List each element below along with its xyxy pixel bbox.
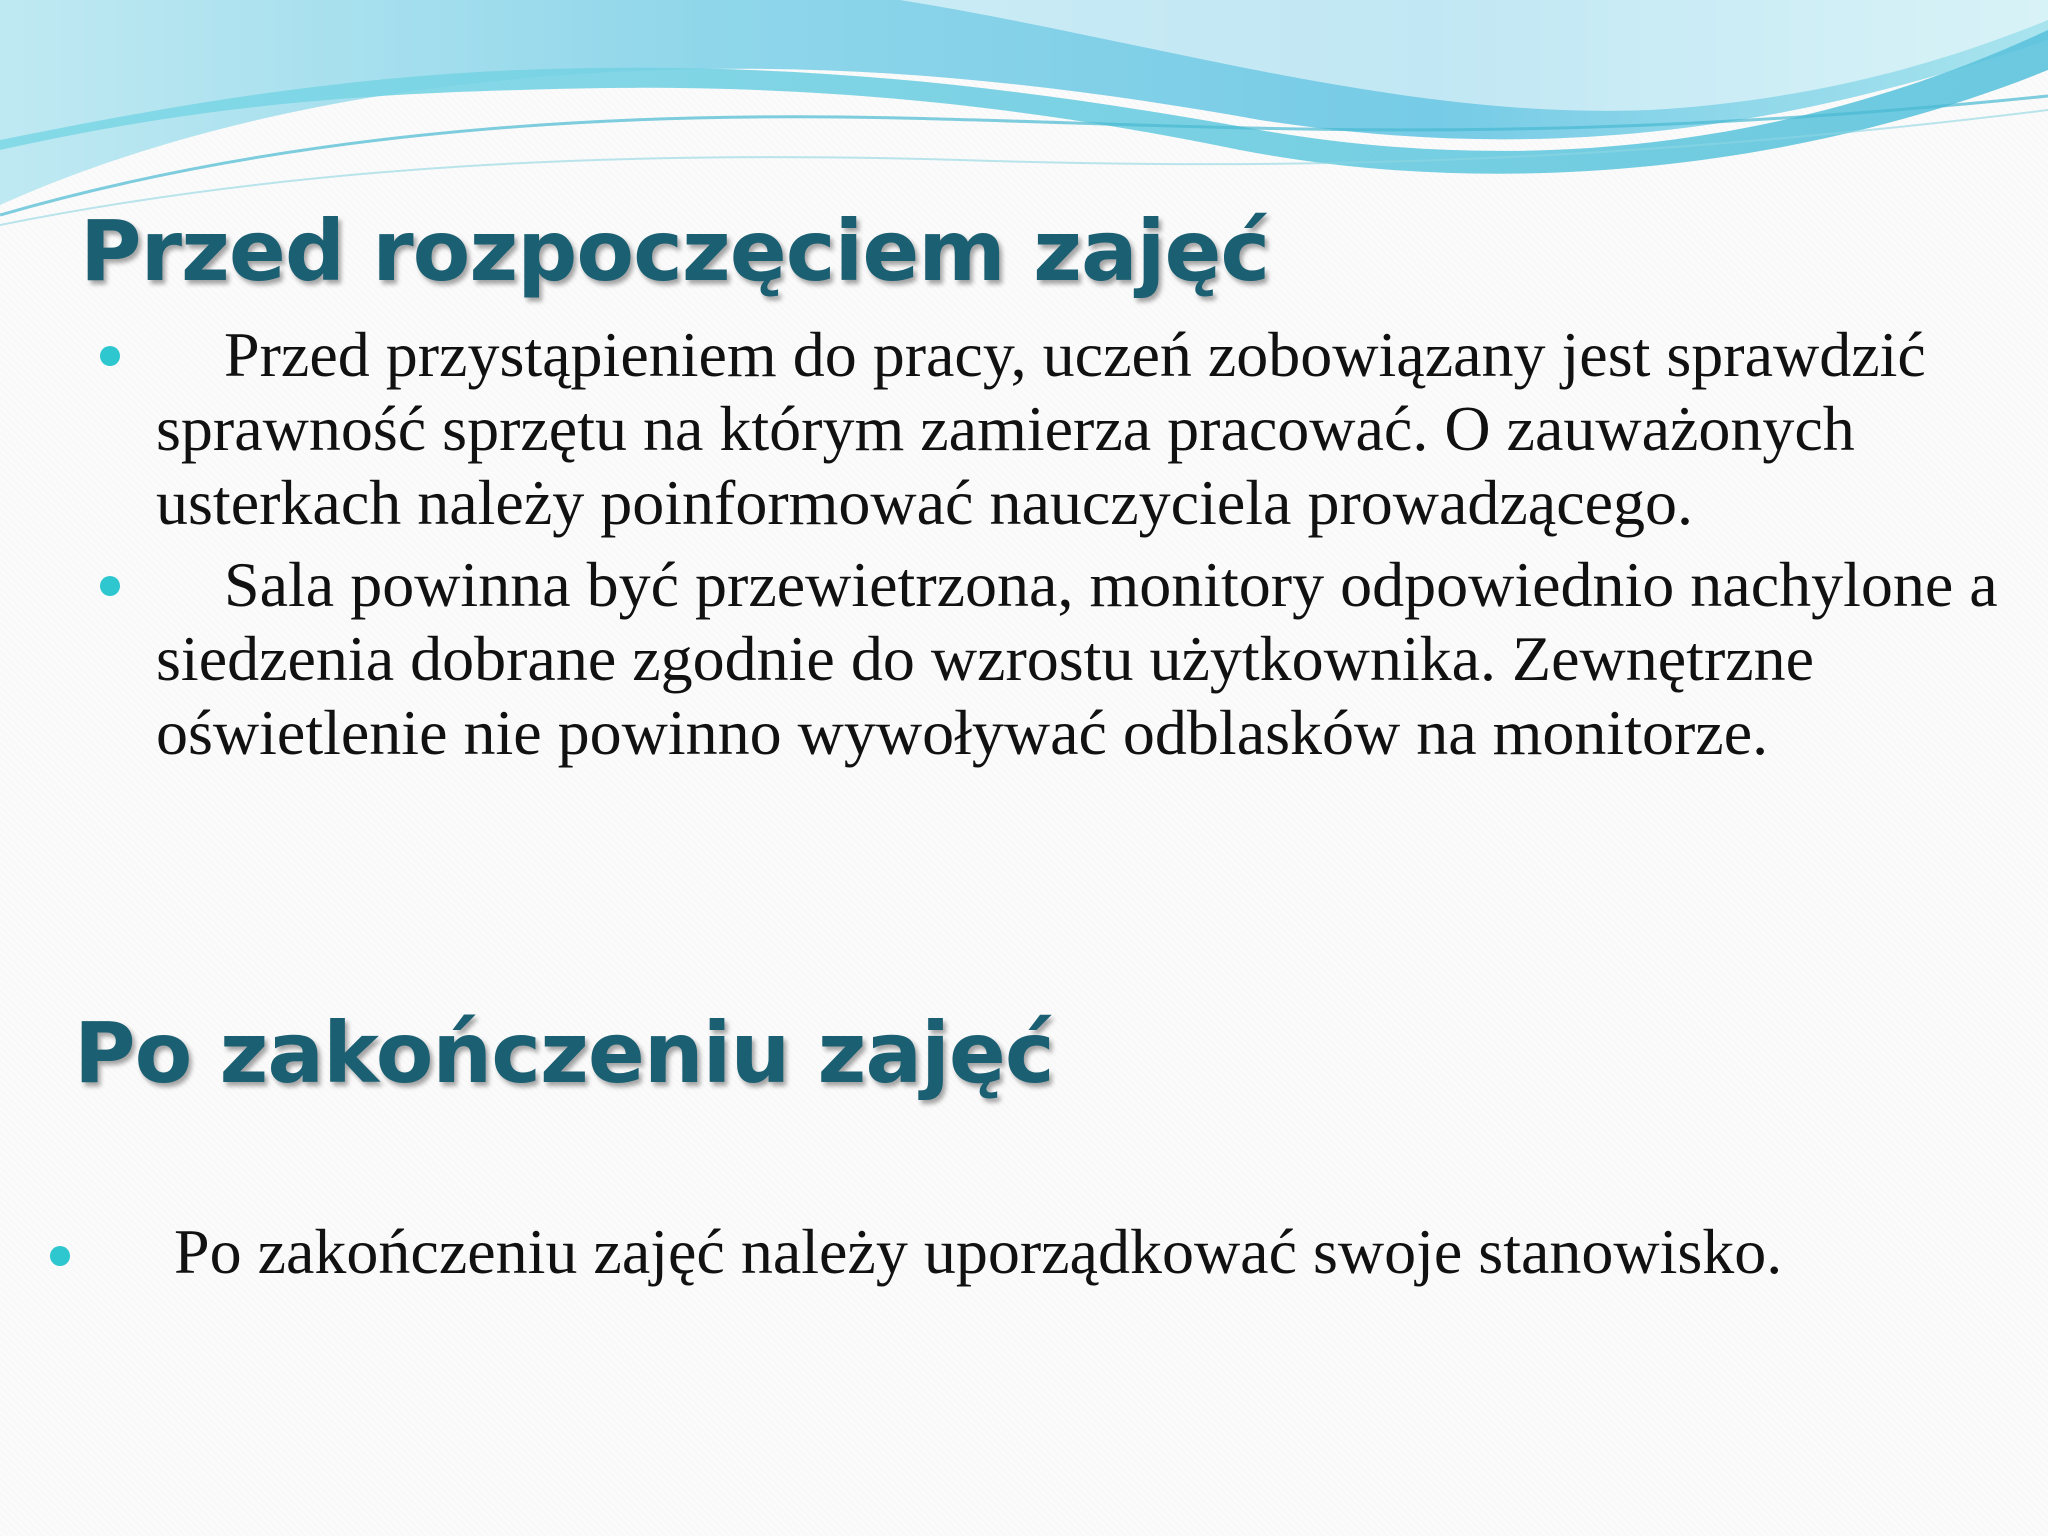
bullet-item bbox=[50, 1218, 1950, 1286]
bullet-text: Po zakończeniu zajęć należy uporządkować swoje stanowisko. bbox=[174, 1216, 1783, 1287]
bullet-item bbox=[100, 318, 2000, 540]
bullet-text: Sala powinna być przewietrzona, monitory odpowiednio nachylone a siedzenia dobrane zgodnie do wzrostu użytkownika. Zewnętrzne oświetlenie nie powinno wywoływać odblasków na monitorze. bbox=[156, 549, 1998, 768]
bullet-item bbox=[100, 548, 2000, 770]
bullet-dot-icon bbox=[50, 1246, 70, 1266]
section-title-before-class: Przed rozpoczęciem zajęć bbox=[80, 202, 1270, 300]
section-title-after-class: Po zakończeniu zajęć bbox=[74, 1004, 1054, 1102]
bullet-text: Przed przystąpieniem do pracy, uczeń zobowiązany jest sprawdzić sprawność sprzętu na którym zamierza pracować. O zauważonych usterkach należy poinformować nauczyciela prowadzącego. bbox=[156, 319, 1926, 538]
bullet-dot-icon bbox=[100, 346, 120, 366]
before-class-bullet-list bbox=[100, 318, 2000, 778]
bullet-dot-icon bbox=[100, 576, 120, 596]
after-class-bullet-list bbox=[50, 1218, 1950, 1294]
